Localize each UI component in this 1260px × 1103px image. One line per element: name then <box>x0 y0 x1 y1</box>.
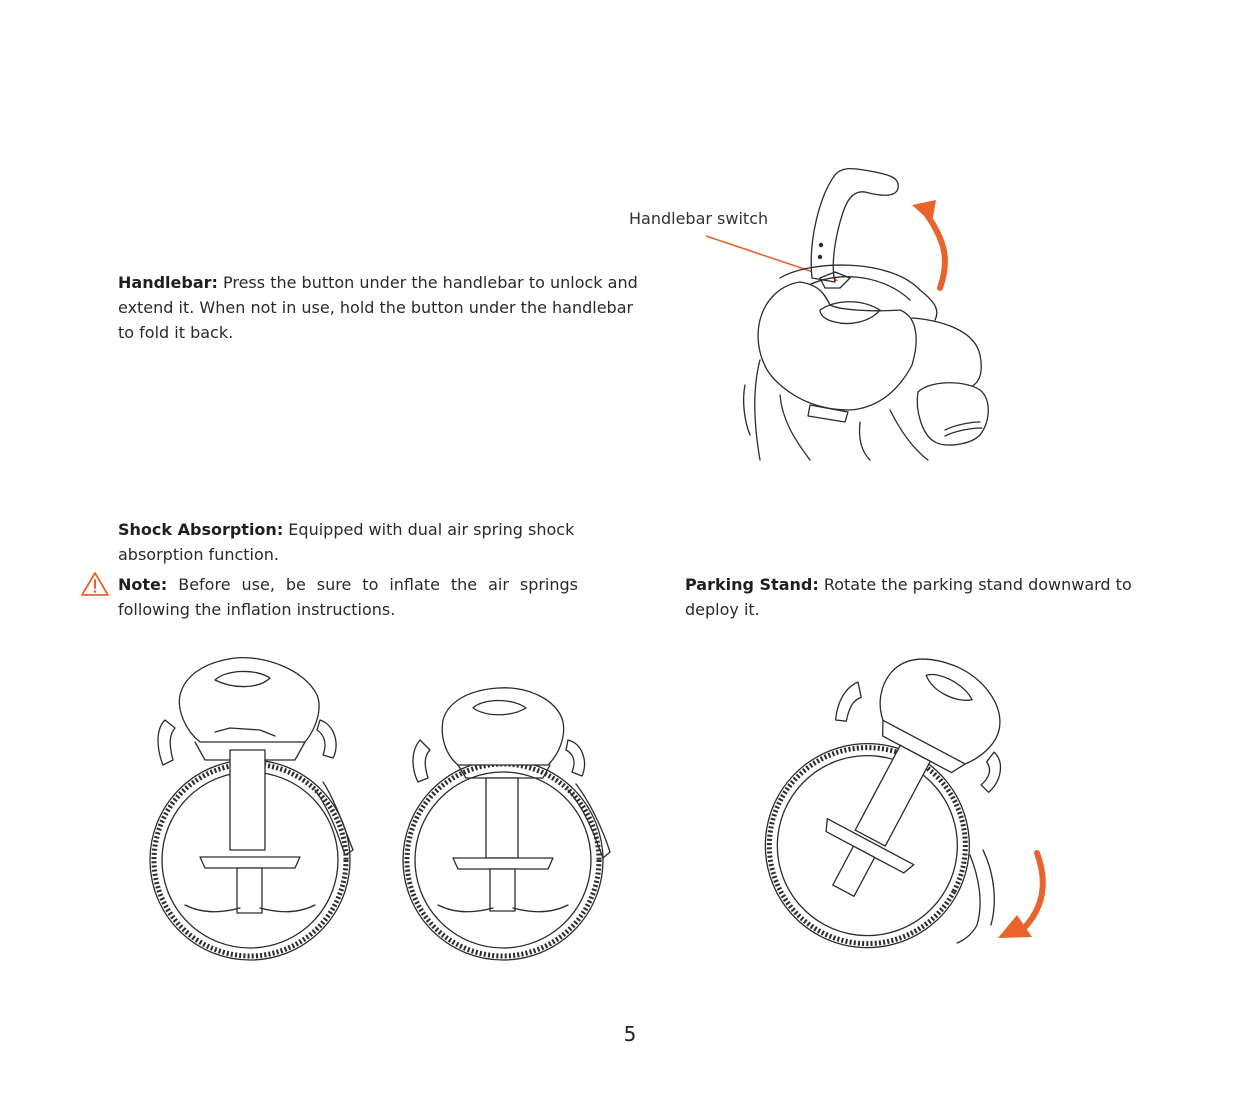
handlebar-switch-label: Handlebar switch <box>629 209 769 228</box>
shock-body: Equipped with dual air spring shock absorption function. <box>118 520 575 564</box>
parking-stand-illustration <box>755 655 1055 975</box>
parking-stand-description <box>685 572 1155 622</box>
note-heading: Note: <box>118 575 168 594</box>
shock-heading: Shock Absorption: <box>118 520 284 539</box>
handlebar-heading: Handlebar: <box>118 273 218 292</box>
parking-heading: Parking Stand: <box>685 575 819 594</box>
parking-body: Rotate the parking stand downward to deploy it. <box>685 575 1132 619</box>
warning-triangle-icon <box>80 571 110 597</box>
note-description <box>118 572 578 622</box>
handlebar-illustration <box>740 160 1000 465</box>
note-body: Before use, be sure to inflate the air springs following the inflation instructions. <box>118 575 578 619</box>
handlebar-description <box>118 270 638 345</box>
page-number: 5 <box>623 1022 637 1046</box>
shock-extended-illustration <box>145 650 375 980</box>
handlebar-body: Press the button under the handlebar to unlock and extend it. When not in use, hold the button under the handlebar to fold it back. <box>118 273 638 342</box>
shock-absorption-description <box>118 517 588 567</box>
shock-compressed-illustration <box>398 680 628 980</box>
